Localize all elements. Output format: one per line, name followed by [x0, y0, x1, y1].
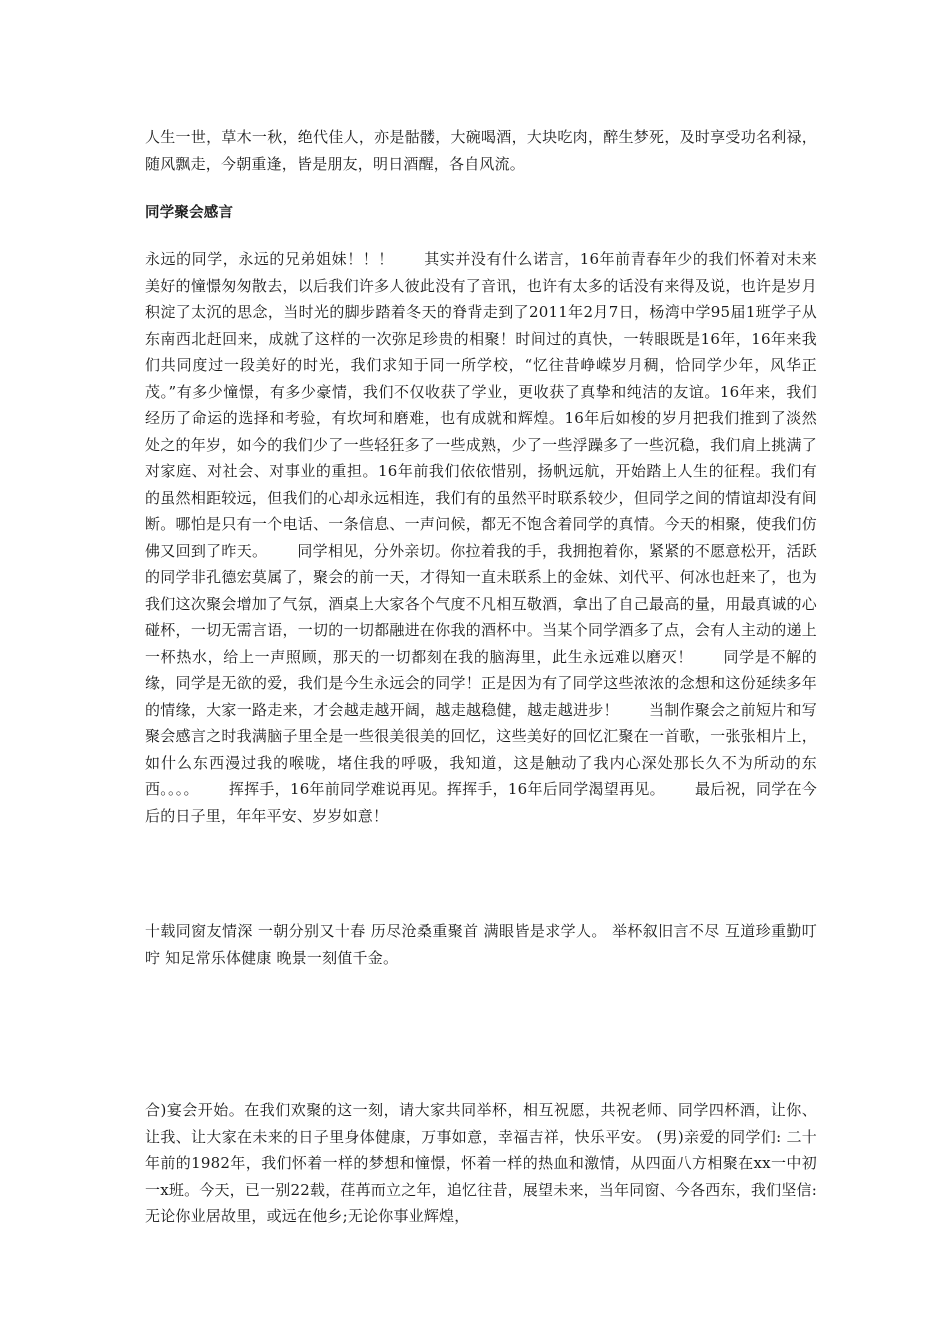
toast-paragraph: 合)宴会开始。在我们欢聚的这一刻，请大家共同举杯，相互祝愿，共祝老师、同学四杯酒，让你、让我、让大家在未来的日子里身体健康，万事如意，幸福吉祥，快乐平安。 (男)亲爱的同学们: 二十年前的1982年，我们怀着一样的梦想和憧憬，怀着一样的热血和激情，从四面八方相聚在xx一中初一x班。今天，已一别22载，荏苒而立之年，追忆往昔，展望未来，当年同窗、今各西东，我们坚信:无论你业居故里，或远在他乡;无论你事业辉煌， [145, 1101, 817, 1225]
section-heading: 同学聚会感言 [145, 205, 234, 221]
main-segment-7: 最后祝，同学在今后的日子里，年年平安、岁岁如意！ [145, 780, 817, 825]
main-segment-2: 其实并没有什么诺言，16年前青春年少的我们怀着对未来美好的憧憬匆匆散去，以后我们许多人彼此没有了音讯，也许有太多的话没有来得及说，也许是岁月积淀了太沉的思念，当时光的脚步踏着冬天的脊背走到了2011年2月7日，杨湾中学95届1班学子从东南西北赶回来，成就了这样的一次弥足珍贵的相聚！时间过的真快，一转眼既是16年，16年来我们共同度过一段美好的时光，我们求知于同一所学校，“忆往昔峥嵘岁月稠，恰同学少年，风华正茂。”有多少憧憬，有多少豪情，我们不仅收获了学业，更收获了真挚和纯洁的友谊。16年来，我们经历了命运的选择和考验，有坎坷和磨难，也有成就和辉煌。16年后如梭的岁月把我们推到了淡然处之的年岁，如今的我们少了一些轻狂多了一些成熟，少了一些浮躁多了一些沉稳，我们肩上挑满了对家庭、对社会、对事业的重担。16年前我们依依惜别，扬帆远航，开始踏上人生的征程。我们有的虽然相距较远，但我们的心却永远相连，我们有的虽然平时联系较少，但同学之间的情谊却没有间断。哪怕是只有一个电话、一条信息、一声问候，都无不饱含着同学的真情。今天的相聚，使我们仿佛又回到了昨天。 [145, 250, 818, 560]
main-segment-4: 同学是不解的缘，同学是无欲的爱，我们是今生永远会的同学！正是因为有了同学这些浓浓的念想和这份延续多年的情缘，大家一路走来，才会越走越开阔，越走越稳健，越走越进步！ [145, 647, 817, 719]
main-segment-6: 挥挥手，16年前同学难说再见。挥挥手，16年后同学渴望再见。 [228, 780, 665, 798]
main-segment-5: 当制作聚会之前短片和写聚会感言之时我满脑子里全是一些很美很美的回忆，这些美好的回忆汇聚在一首歌，一张张相片上，如什么东西漫过我的喉咙，堵住我的呼吸，我知道，这是触动了我内心深处那长久不为所动的东西。。。。 [145, 700, 817, 798]
main-segment-3: 同学相见，分外亲切。你拉着我的手，我拥抱着你，紧紧的不愿意松开，活跃的同学非孔德宏莫属了，聚会的前一天，才得知一直未联系上的金妹、刘代平、何冰也赶来了，也为我们这次聚会增加了气氛，酒桌上大家各个气度不凡相互敬酒，拿出了自己最高的量，用最真诚的心碰杯，一切无需言语，一切的一切都融进在你我的酒杯中。当某个同学酒多了点，会有人主动的递上一杯热水，给上一声照顾，那天的一切都刻在我的脑海里，此生永远难以磨灭！ [145, 541, 817, 666]
main-paragraph [145, 246, 817, 829]
main-segment-1: 永远的同学，永远的兄弟姐妹！！！ [145, 250, 394, 268]
intro-paragraph: 人生一世，草木一秋，绝代佳人，亦是骷髅，大碗喝酒，大块吃肉，醉生梦死，及时享受功名利禄，随风飘走，今朝重逢，皆是朋友，明日酒醒，各自风流。 [145, 128, 817, 173]
poem-paragraph: 十载同窗友情深 一朝分别又十春 历尽沧桑重聚首 满眼皆是求学人。 举杯叙旧言不尽 互道珍重勤叮咛 知足常乐体健康 晚景一刻值千金。 [145, 922, 817, 967]
